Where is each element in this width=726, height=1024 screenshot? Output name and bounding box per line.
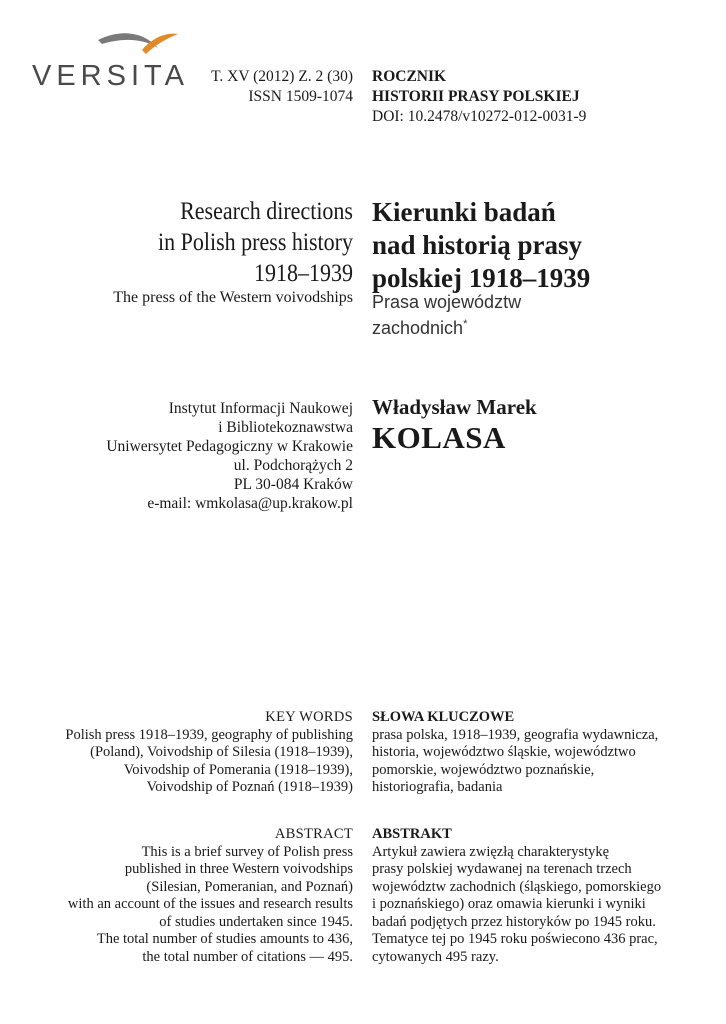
affiliation-line: i Bibliotekoznawstwa	[218, 419, 353, 436]
subtitle-pl-line: Prasa województw	[372, 292, 522, 312]
keywords-en-line: Voivodship of Pomerania (1918–1939),	[123, 761, 353, 778]
abstract-pl-heading: ABSTRAKT	[372, 826, 452, 842]
abstract-en-line: with an account of the issues and research results	[67, 896, 353, 912]
abstract-en-line: of studies undertaken since 1945.	[159, 913, 353, 930]
journal-name-line2: HISTORII PRASY POLSKIEJ	[372, 88, 580, 105]
author-last-name: KOLASA	[372, 420, 506, 455]
abstract-en-line: (Silesian, Pomeranian, and Poznań)	[146, 878, 353, 895]
abstract-english	[40, 826, 353, 966]
abstract-pl-line: Tematyce tej po 1945 roku poświecono 436 prac,	[372, 931, 658, 947]
subtitle-polish	[372, 291, 521, 339]
abstract-en-line: the total number of citations — 495.	[142, 948, 353, 965]
abstract-pl-line: cytowanych 495 razy.	[372, 948, 499, 965]
journal-volume: T. XV (2012) Z. 2 (30)	[211, 68, 353, 85]
journal-volume-info	[190, 67, 353, 107]
title-polish	[372, 196, 590, 295]
title-en-line: Research directions	[180, 198, 353, 225]
journal-issn: ISSN 1509-1074	[248, 88, 353, 105]
keywords-pl-line: pomorskie, województwo poznańskie,	[372, 761, 595, 778]
title-english	[78, 196, 353, 289]
journal-header	[372, 67, 586, 127]
abstract-pl-line: prasy polskiej wydawanej na terenach trzech	[372, 861, 632, 877]
title-en-line: in Polish press history	[158, 229, 353, 256]
abstract-pl-line: badań podjętych przez historyków po 1945 roku.	[372, 913, 656, 930]
affiliation-line: Uniwersytet Pedagogiczny w Krakowie	[106, 438, 353, 455]
title-pl-line: nad historią prasy	[372, 230, 583, 260]
title-pl-line: Kierunki badań	[372, 197, 556, 227]
keywords-polish	[372, 709, 672, 797]
keywords-english	[40, 709, 353, 797]
abstract-en-heading: ABSTRACT	[274, 826, 353, 842]
abstract-polish	[372, 826, 672, 966]
footnote-marker[interactable]: *	[463, 318, 468, 330]
affiliation-line: ul. Podchorążych 2	[233, 457, 353, 474]
keywords-en-line: (Poland), Voivodship of Silesia (1918–1939),	[90, 744, 353, 760]
affiliation-line: Instytut Informacji Naukowej	[168, 400, 353, 417]
subtitle-pl-line-text: zachodnich	[372, 318, 464, 338]
journal-name-line1: ROCZNIK	[372, 68, 447, 85]
author-first-name: Władysław Marek	[372, 395, 537, 419]
abstract-en-line: published in three Western voivodships	[124, 861, 353, 877]
keywords-en-line: Voivodship of Poznań (1918–1939)	[146, 779, 353, 795]
author-email[interactable]: e-mail: wmkolasa@up.krakow.pl	[147, 495, 353, 512]
affiliation-line: PL 30-084 Kraków	[233, 476, 353, 493]
keywords-en-line: Polish press 1918–1939, geography of publishing	[65, 726, 353, 743]
subtitle-pl-line	[372, 313, 521, 339]
abstract-pl-line: województw zachodnich (śląskiego, pomorskiego	[372, 878, 662, 895]
keywords-pl-heading: SŁOWA KLUCZOWE	[372, 709, 515, 725]
title-pl-line: polskiej 1918–1939	[372, 263, 591, 293]
keywords-en-heading: KEY WORDS	[265, 709, 353, 725]
subtitle-english: The press of the Western voivodships	[113, 289, 353, 306]
keywords-pl-line: prasa polska, 1918–1939, geografia wydawnicza,	[372, 726, 659, 743]
author-affiliation	[40, 399, 353, 513]
abstract-en-line: The total number of studies amounts to 436,	[96, 931, 353, 947]
keywords-pl-line: historiografia, badania	[372, 779, 503, 795]
journal-doi: DOI: 10.2478/v10272-012-0031-9	[372, 108, 587, 125]
abstract-en-line: This is a brief survey of Polish press	[141, 843, 353, 860]
keywords-pl-line: historia, województwo śląskie, województwo	[372, 744, 636, 760]
title-en-line: 1918–1939	[254, 260, 353, 287]
abstract-pl-line: Artykuł zawiera zwięzłą charakterystykę	[372, 843, 610, 860]
versita-logo	[30, 28, 189, 98]
logo-text: VERSITA	[32, 60, 189, 92]
abstract-pl-line: i poznańskiego) oraz omawia kierunki i wyniki	[372, 896, 646, 912]
